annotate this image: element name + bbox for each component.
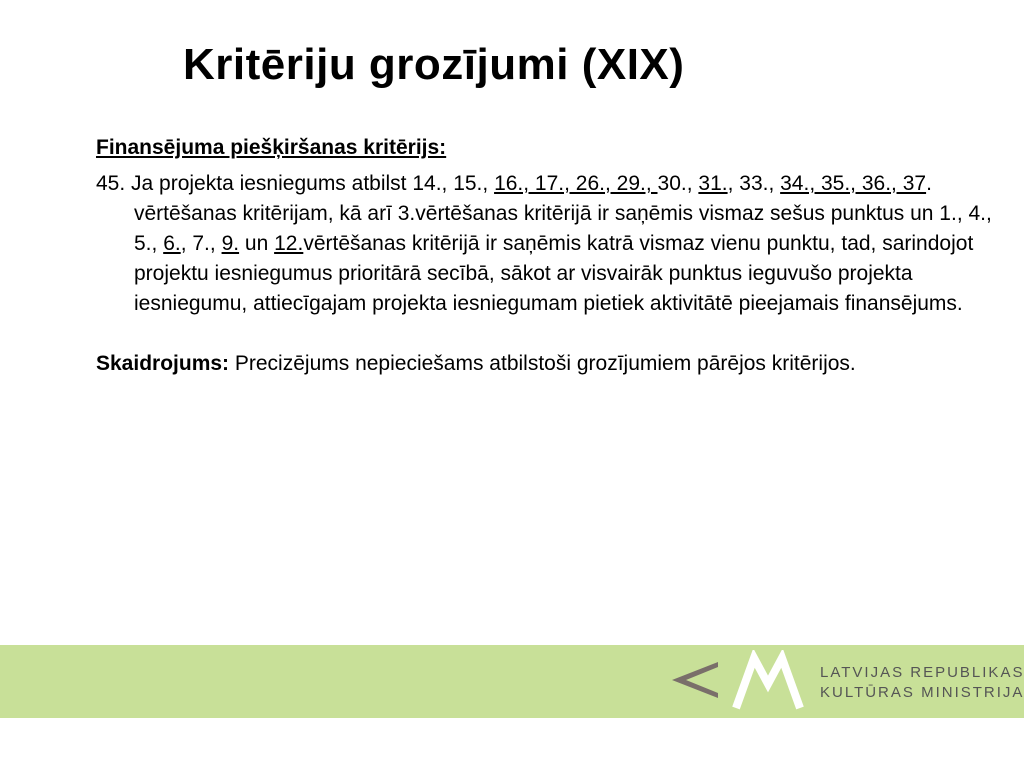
ministry-name-line1: LATVIJAS REPUBLIKAS: [820, 664, 1024, 681]
underlined-criteria: 9.: [221, 232, 240, 255]
paragraph-text: , 33.,: [727, 172, 781, 195]
paragraph-text: 30.,: [657, 172, 699, 195]
note-text: Precizējums nepieciešams atbilstoši grozījumiem pārējos kritērijos.: [229, 352, 856, 375]
paragraph-text: . vērtēšanas kritērijam, kā arī 3.vērtēšanas kritērijā ir saņēmis vismaz sešus punktus un 1., 4., 5.,: [134, 172, 992, 255]
note-label: Skaidrojums:: [96, 352, 230, 375]
slide-title: Kritēriju grozījumi (XIX): [183, 40, 685, 89]
underlined-criteria: 16., 17., 26., 29.,: [494, 172, 658, 195]
explanation-note: [96, 349, 996, 379]
underlined-criteria: 34., 35., 36., 37: [780, 172, 927, 195]
ministry-name: [820, 663, 1024, 703]
paragraph-text: vērtēšanas kritērijā ir saņēmis katrā vismaz vienu punktu, tad, sarindojot projektu iesniegumus prioritārā secībā, sākot ar visvairāk punktus ieguvušo projekta iesniegumu, attiecīgajam projekta iesniegumam pietiek aktivitātē pieejamais finansējums.: [134, 232, 974, 315]
slide-content: [96, 133, 996, 379]
paragraph-text: un: [239, 232, 275, 255]
paragraph-text: , 7.,: [180, 232, 222, 255]
underlined-criteria: 6.: [163, 232, 181, 255]
paragraph-text: 45. Ja projekta iesniegums atbilst 14., 15.,: [96, 172, 495, 195]
underlined-criteria: 31.: [698, 172, 728, 195]
ministry-logo-icon: [668, 650, 808, 714]
ministry-name-line2: KULTŪRAS MINISTRIJA: [820, 684, 1024, 701]
criterion-paragraph: [96, 169, 996, 319]
underlined-criteria: 12.: [274, 232, 304, 255]
subheading: Finansējuma piešķiršanas kritērijs:: [96, 136, 447, 159]
